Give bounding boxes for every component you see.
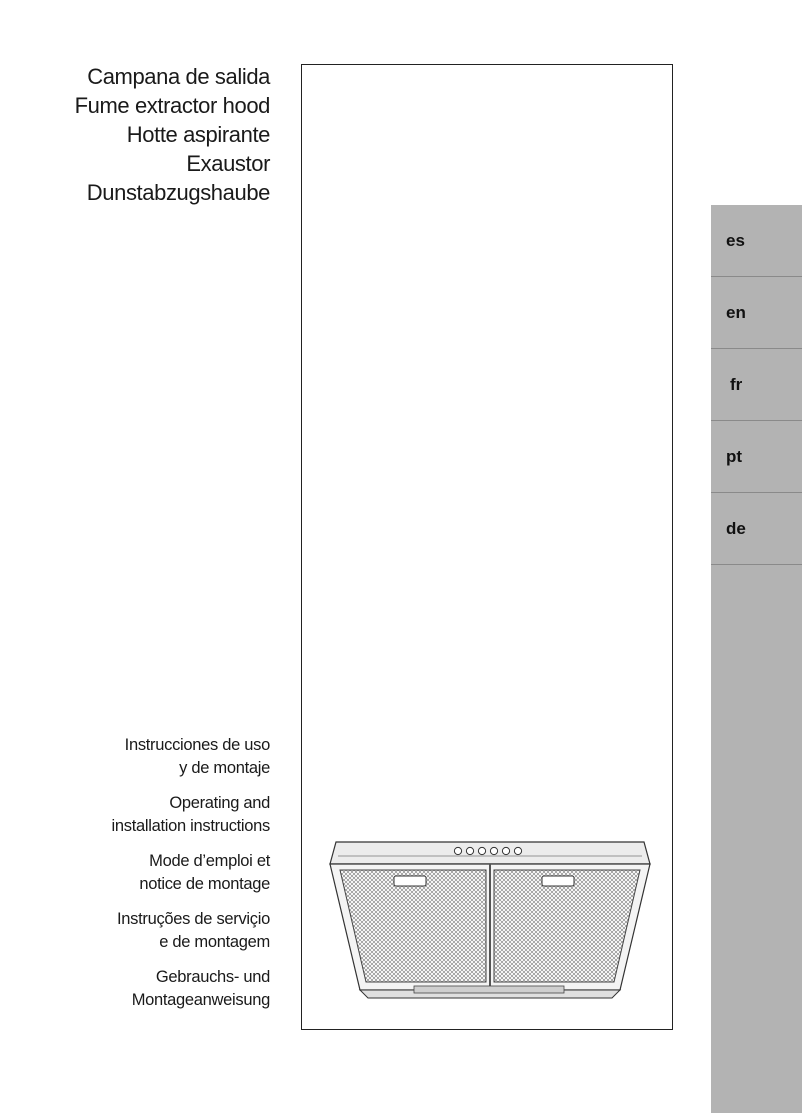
tab-fr[interactable]: fr (711, 349, 802, 421)
title-pt: Exaustor (186, 151, 270, 176)
language-tab-strip (711, 205, 802, 1113)
grease-filter-left (340, 870, 486, 982)
filter-handle (394, 876, 426, 886)
grease-filter-right (494, 870, 640, 982)
title-fr: Hotte aspirante (126, 122, 270, 147)
knob-icon (502, 847, 509, 854)
knob-icon (490, 847, 497, 854)
title-de: Dunstabzugshaube (86, 180, 270, 205)
instructions-pt (112, 908, 271, 954)
instructions-line: Instruções de serviçio (117, 910, 270, 928)
tab-de[interactable]: de (711, 493, 802, 565)
instructions-line: Mode d’emploi et (149, 852, 270, 870)
title-en: Fume extractor hood (74, 93, 270, 118)
instructions-es (112, 734, 271, 780)
title-es: Campana de salida (87, 64, 270, 89)
knob-icon (466, 847, 473, 854)
instructions-line: Montageanweisung (131, 991, 270, 1009)
extractor-hood-illustration (328, 840, 652, 1002)
light-cover (414, 986, 564, 993)
instructions-line: Operating and (169, 794, 270, 812)
knob-icon (478, 847, 485, 854)
knob-icon (454, 847, 461, 854)
knob-icon (514, 847, 521, 854)
instructions-line: installation instructions (111, 817, 270, 835)
product-titles (75, 62, 270, 207)
tab-es[interactable]: es (711, 205, 802, 277)
instructions-line: e de montagem (159, 933, 270, 951)
instructions-fr (112, 850, 271, 896)
instructions-line: Instrucciones de uso (124, 736, 270, 754)
filter-handle (542, 876, 574, 886)
instructions-line: y de montaje (179, 759, 270, 777)
instructions-de (112, 966, 271, 1012)
instructions-en (112, 792, 271, 838)
instructions-line: Gebrauchs- und (155, 968, 270, 986)
tab-pt[interactable]: pt (711, 421, 802, 493)
instructions-line: notice de montage (139, 875, 270, 893)
tab-en[interactable]: en (711, 277, 802, 349)
instruction-labels (112, 734, 271, 1024)
